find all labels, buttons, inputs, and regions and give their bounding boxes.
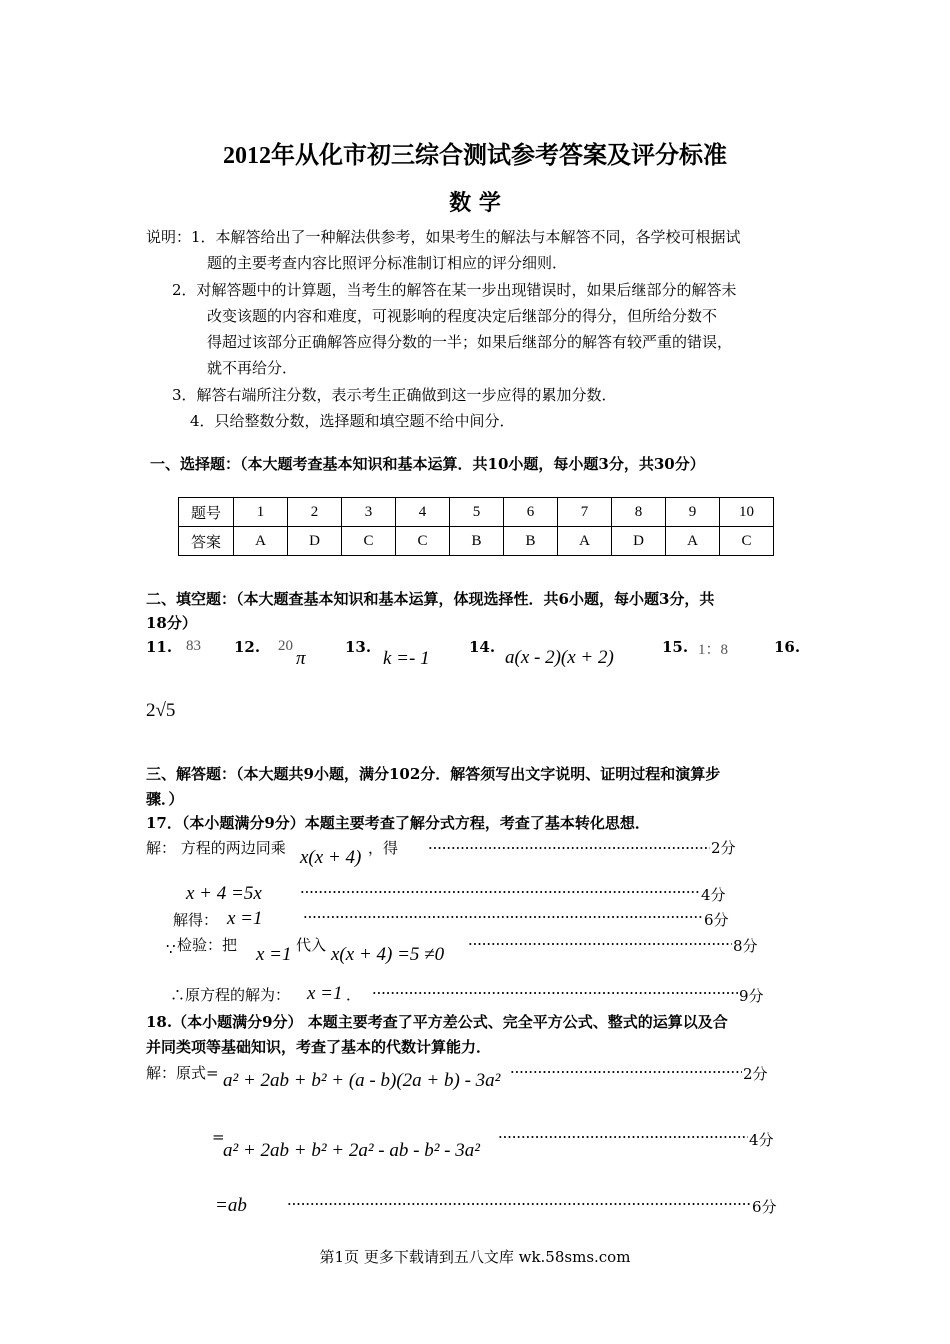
section-3-heading: 三、解答题：（本大题共9小题，满分102分．解答须写出文字说明、证明过程和演算步 [146, 765, 721, 783]
q12-answer: 20 [278, 638, 293, 654]
dot-leader [287, 1202, 751, 1206]
question-number: 1 [234, 498, 288, 527]
note-2-cont: 就不再给分． [207, 359, 298, 377]
q17-line3: 解得： [173, 911, 219, 929]
q18-heading: 18.（本小题满分9分） 本题主要考查了平方差公式、完全平方公式、整式的运算以及合 [146, 1013, 728, 1031]
q18-line2-eq: = [212, 1128, 225, 1146]
question-number: 9 [666, 498, 720, 527]
q18-line3-math: =ab [215, 1195, 247, 1216]
section-3-heading-cont: 骤．） [146, 790, 184, 808]
doc-title: 2012年从化市初三综合测试参考答案及评分标准 [223, 143, 727, 169]
q18-heading-cont: 并同类项等基础知识，考查了基本的代数计算能力． [146, 1038, 492, 1056]
answer-cell: A [666, 527, 720, 556]
q17-line5-suffix: ． [346, 986, 362, 1004]
answer-cell: A [558, 527, 612, 556]
row-label: 答案 [179, 527, 234, 556]
answer-cell: C [342, 527, 396, 556]
question-number: 6 [504, 498, 558, 527]
question-number: 2 [288, 498, 342, 527]
question-number: 10 [720, 498, 774, 527]
q14-answer: a(x - 2)(x + 2) [505, 647, 614, 668]
score: 4分 [701, 886, 726, 904]
q18-line1: 解：原式= [146, 1064, 219, 1082]
score: 2分 [743, 1065, 768, 1083]
note-4: 4．只给整数分数，选择题和填空题不给中间分． [190, 412, 515, 430]
q11-answer: 83 [186, 638, 201, 654]
q16-label: 16. [774, 638, 801, 656]
dot-leader [303, 915, 703, 919]
q17-line1: 解： 方程的两边同乘 [146, 839, 286, 857]
q17-line4: 检验：把 [177, 936, 238, 954]
note-1: 说明：1．本解答给出了一种解法供参考，如果考生的解法与本解答不同，各学校可根据试 [146, 228, 741, 246]
q13-label: 13. [345, 638, 372, 656]
q12-answer-pi: π [296, 648, 306, 669]
note-2-cont: 得超过该部分正确解答应得分数的一半；如果后继部分的解答有较严重的错误， [207, 333, 733, 351]
score: 6分 [704, 911, 729, 929]
dot-leader [372, 991, 738, 995]
q18-line2-math: a² + 2ab + b² + 2a² - ab - b² - 3a² [223, 1140, 480, 1161]
answer-cell: B [450, 527, 504, 556]
q15-label: 15. [662, 638, 689, 656]
dot-leader [428, 846, 710, 850]
question-number: 7 [558, 498, 612, 527]
dot-leader [498, 1135, 748, 1139]
q14-label: 14. [469, 638, 496, 656]
note-2: 2．对解答题中的计算题，当考生的解答在某一步出现错误时，如果后继部分的解答未 [172, 281, 737, 299]
answer-cell: A [234, 527, 288, 556]
answer-cell: B [504, 527, 558, 556]
note-1-cont: 题的主要考查内容比照评分标准制订相应的评分细则． [207, 254, 568, 272]
q18-line1-math: a² + 2ab + b² + (a - b)(2a + b) - 3a² [223, 1070, 501, 1091]
section-1-heading: 一、选择题：（本大题考查基本知识和基本运算．共10小题，每小题3分，共30分） [150, 455, 705, 473]
section-2-heading-cont: 18分） [146, 614, 197, 632]
score: 6分 [752, 1198, 777, 1216]
row-label: 题号 [179, 498, 234, 527]
note-3: 3．解答右端所注分数，表示考生正确做到这一步应得的累加分数． [172, 386, 617, 404]
because-symbol: ∵ [166, 940, 176, 958]
dot-leader [468, 942, 732, 946]
q17-line1-suffix: ，得 [368, 839, 399, 857]
dot-leader [300, 890, 700, 894]
section-2-heading: 二、填空题：（本大题查基本知识和基本运算，体现选择性．共6小题，每小题3分，共 [146, 590, 715, 608]
score: 2分 [711, 839, 736, 857]
question-number: 3 [342, 498, 396, 527]
q13-answer: k =- 1 [383, 648, 430, 669]
q17-line5: ∴原方程的解为： [170, 986, 291, 1004]
score: 4分 [749, 1131, 774, 1149]
dot-leader [510, 1070, 742, 1074]
answer-cell: C [396, 527, 450, 556]
question-number: 4 [396, 498, 450, 527]
page-footer: 第1页 更多下载请到五八文库 wk.58sms.com [319, 1248, 631, 1266]
answer-cell: C [720, 527, 774, 556]
q17-line4-math2: x(x + 4) =5 ≠0 [331, 944, 445, 965]
q12-label: 12. [234, 638, 261, 656]
q17-heading: 17．（本小题满分9分）本题主要考查了解分式方程，考查了基本转化思想． [146, 814, 650, 832]
q17-line1-math: x(x + 4) [300, 847, 362, 868]
score: 8分 [733, 937, 758, 955]
subject-title: 数 学 [449, 190, 501, 216]
q16-answer: 2√5 [146, 700, 176, 721]
q17-line3-math: x =1 [227, 908, 263, 929]
q17-line2-math: x + 4 =5x [186, 883, 262, 904]
answer-cell: D [288, 527, 342, 556]
note-2-cont: 改变该题的内容和难度，可视影响的程度决定后继部分的得分，但所给分数不 [207, 307, 718, 325]
q11-label: 11. [146, 638, 173, 656]
q17-line5-math: x =1 [307, 983, 343, 1004]
q15-answer: 1：8 [698, 642, 729, 658]
score: 9分 [739, 987, 764, 1005]
answer-cell: D [612, 527, 666, 556]
q17-line4-math1: x =1 [256, 944, 292, 965]
answer-table [178, 497, 774, 556]
q17-line4-mid: 代入 [296, 936, 327, 954]
question-number: 8 [612, 498, 666, 527]
question-number: 5 [450, 498, 504, 527]
